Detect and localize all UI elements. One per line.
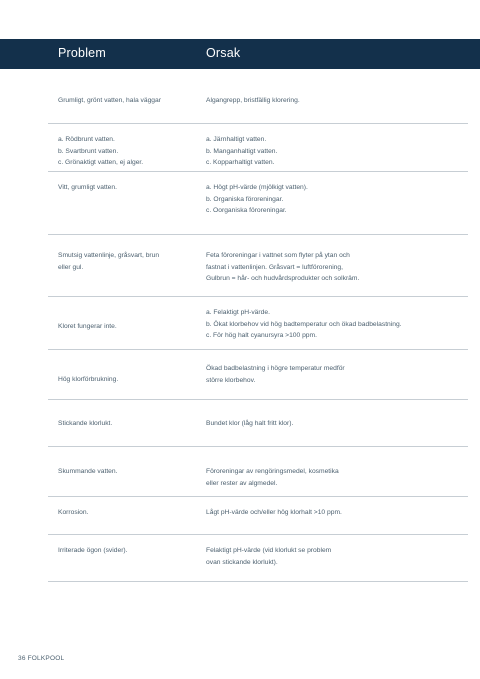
cause-cell [206, 95, 468, 107]
table-row [48, 124, 468, 172]
problem-cell [58, 545, 196, 557]
cause-text: b. Manganhaltigt vatten. [206, 147, 278, 155]
problem-text: Korrosion. [58, 509, 89, 516]
table-row [48, 400, 468, 447]
cause-text: Felaktigt pH-värde (vid klorlukt se problem [206, 547, 332, 554]
problem-cell [58, 466, 196, 478]
problem-cell [58, 250, 196, 273]
cause-text: Föroreningar av rengöringsmedel, kosmetika [206, 468, 339, 475]
problem-cell [58, 507, 196, 519]
table-row [48, 447, 468, 497]
cause-text: a. Järnhaltigt vatten. [206, 136, 267, 143]
cause-text: b. Ökat klorbehov vid hög badtemperatur och ökad badbelastning. [206, 320, 402, 328]
problem-text: c. Grönaktigt vatten, ej alger. [58, 159, 144, 166]
cause-cell [206, 466, 468, 489]
problem-text: a. Rödbrunt vatten. [58, 136, 115, 143]
problem-cell [58, 134, 196, 169]
cause-cell [206, 418, 468, 430]
problem-text: Skummande vatten. [58, 468, 118, 475]
cause-text: större klorbehov. [206, 376, 256, 384]
table-row [48, 297, 468, 350]
problem-text: Stickande klorlukt. [58, 420, 113, 427]
cause-text: c. Kopparhaltigt vatten. [206, 159, 275, 166]
cause-cell [206, 507, 468, 519]
table-row [48, 76, 468, 124]
table-row [48, 350, 468, 400]
cause-cell [206, 363, 468, 386]
cause-cell [206, 545, 468, 568]
cause-text: a. Högt pH-värde (mjölkigt vatten). [206, 184, 308, 191]
page-footer: 36 FOLKPOOL [18, 655, 65, 662]
cause-text: Lågt pH-värde och/eller hög klorhalt >10 ppm. [206, 509, 342, 516]
problem-text: b. Svartbrunt vatten. [58, 147, 119, 155]
problem-text: Smutsig vattenlinje, gråsvart, brun [58, 252, 160, 259]
table-row [48, 172, 468, 235]
cause-text: Bundet klor (låg halt fritt klor). [206, 420, 294, 427]
problem-cell [58, 418, 196, 430]
problem-cell [58, 321, 196, 333]
cause-cell [206, 134, 468, 169]
problem-text: Hög klorförbrukning. [58, 376, 119, 383]
cause-text: c. Oorganiska föroreningar. [206, 207, 287, 214]
problem-cell [58, 95, 196, 107]
problem-text: Irriterade ögon (svider). [58, 547, 128, 554]
table-row [48, 497, 468, 535]
cause-cell [206, 250, 468, 285]
column-header-problem: Problem [58, 46, 106, 60]
cause-text: Gulbrun = hår- och hudvårdsprodukter och solkräm. [206, 275, 360, 282]
cause-text: fastnat i vattenlinjen. Gråsvart = luftförorening, [206, 263, 343, 271]
table-row [48, 235, 468, 297]
troubleshooting-table [48, 76, 468, 582]
problem-text: eller gul. [58, 263, 84, 271]
table-row [48, 535, 468, 582]
cause-cell [206, 182, 468, 217]
cause-text: c. För hög halt cyanursyra >100 ppm. [206, 332, 317, 339]
problem-cell [58, 374, 196, 386]
cause-text: Ökad badbelastning i högre temperatur medför [206, 365, 345, 372]
problem-cell [58, 182, 196, 194]
table-header [0, 39, 480, 69]
problem-text: Grumligt, grönt vatten, hala väggar [58, 97, 161, 104]
cause-text: ovan stickande klorlukt). [206, 558, 278, 566]
column-header-cause: Orsak [206, 46, 241, 60]
problem-text: Vitt, grumligt vatten. [58, 184, 117, 191]
cause-text: Algangrepp, bristfällig klorering. [206, 97, 300, 104]
problem-text: Kloret fungerar inte. [58, 323, 117, 330]
cause-text: b. Organiska föroreningar. [206, 195, 284, 203]
cause-cell [206, 307, 468, 342]
cause-text: a. Felaktigt pH-värde. [206, 309, 270, 316]
cause-text: Feta föroreningar i vattnet som flyter på ytan och [206, 252, 350, 259]
cause-text: eller rester av algmedel. [206, 479, 278, 487]
